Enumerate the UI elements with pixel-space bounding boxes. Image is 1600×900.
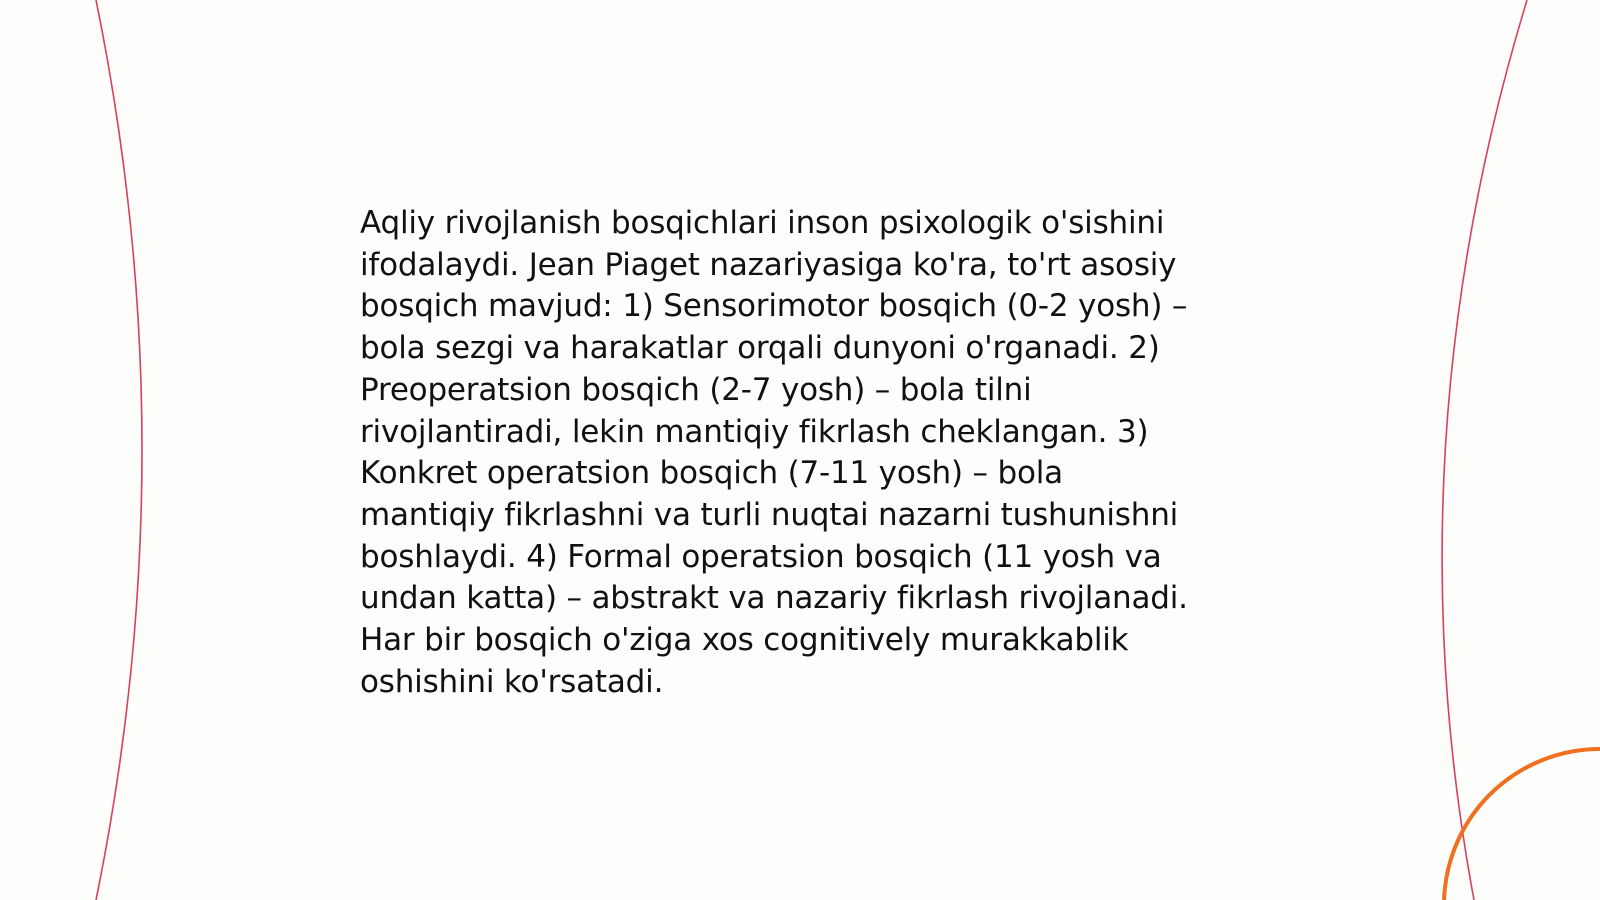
accent-arc xyxy=(1444,749,1600,900)
left-curve-line xyxy=(96,0,142,900)
right-curve-line xyxy=(1442,0,1527,900)
slide-body-text: Aqliy rivojlanish bosqichlari inson psixologik o'sishini ifodalaydi. Jean Piaget nazariyasiga ko'ra, to'rt asosiy bosqich mavjud: 1) Sensorimotor bosqich (0-2 yosh) – bola sezgi va harakatlar orqali dunyoni o'rganadi. 2) Preoperatsion bosqich (2-7 yosh) – bola tilni rivojlantiradi, lekin mantiqiy fikrlash cheklangan. 3) Konkret operatsion bosqich (7-11 yosh) – bola mantiqiy fikrlashni va turli nuqtai nazarni tushunishni boshlaydi. 4) Formal operatsion bosqich (11 yosh va undan katta) – abstrakt va nazariy fikrlash rivojlanadi. Har bir bosqich o'ziga xos cognitively murakkablik oshishini ko'rsatadi. xyxy=(360,205,1188,700)
